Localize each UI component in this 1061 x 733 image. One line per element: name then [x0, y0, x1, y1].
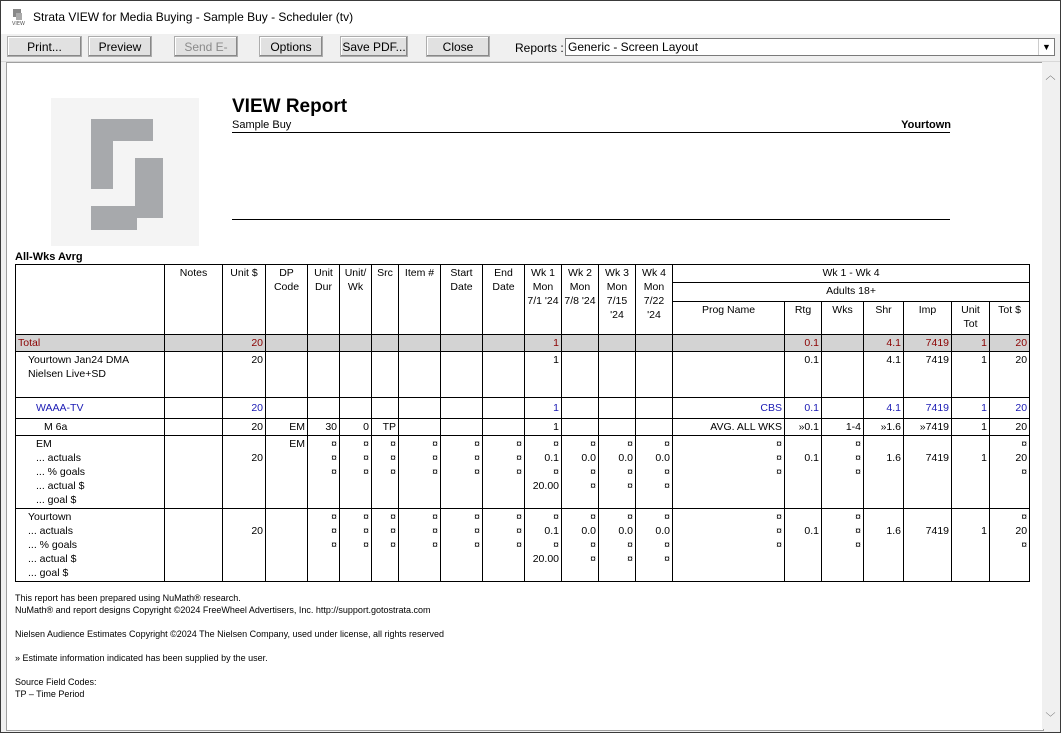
- reports-select[interactable]: [565, 38, 1055, 56]
- yourtown-block-row: [16, 509, 1030, 582]
- total-imp: 7419: [904, 335, 952, 352]
- station-unit-tot: 1: [952, 398, 990, 419]
- footer-line: This report has been prepared using NuMath® research.: [15, 593, 241, 603]
- total-shr: 4.1: [864, 335, 904, 352]
- save-pdf-button[interactable]: Save PDF...: [340, 36, 408, 57]
- scroll-down-icon[interactable]: ﹀: [1045, 713, 1056, 724]
- station-wk1: 1: [525, 398, 562, 419]
- station-row: [16, 398, 1030, 419]
- header-shr: Shr: [864, 301, 904, 334]
- scroll-up-icon[interactable]: ︿: [1045, 71, 1056, 82]
- header-wk2: Wk 2 Mon 7/8 '24: [562, 265, 599, 335]
- header-wks: Wks: [822, 301, 864, 334]
- header-week-range: Wk 1 - Wk 4: [673, 265, 1030, 283]
- footer-line: TP – Time Period: [15, 689, 85, 699]
- line-tot-cost: 20: [990, 419, 1030, 436]
- em-wk4: ¤ 0.0 ¤ ¤: [636, 436, 673, 509]
- line-row: [16, 419, 1030, 436]
- em-shr: 1.6: [864, 436, 904, 509]
- line-unit-tot: 1: [952, 419, 990, 436]
- station-shr: 4.1: [864, 398, 904, 419]
- yt-unit-cost: 20: [223, 509, 266, 582]
- preview-button[interactable]: Preview: [88, 36, 152, 57]
- header-demo: Adults 18+: [673, 283, 1030, 301]
- total-row: [16, 335, 1030, 352]
- em-wk2: ¤ 0.0 ¤ ¤: [562, 436, 599, 509]
- yt-item-marks: ¤ ¤ ¤: [399, 509, 441, 582]
- line-wks: 1-4: [822, 419, 864, 436]
- header-imp: Imp: [904, 301, 952, 334]
- report-view: [6, 62, 1044, 731]
- yt-wk3: ¤ 0.0 ¤ ¤: [599, 509, 636, 582]
- divider: [232, 219, 950, 220]
- em-end-marks: ¤ ¤ ¤: [483, 436, 525, 509]
- header-item: Item #: [399, 265, 441, 335]
- reports-select-value: Generic - Screen Layout: [568, 40, 699, 54]
- yt-rtg: 0.1: [785, 509, 822, 582]
- market-tot-cost: 20: [990, 352, 1030, 398]
- em-prog-marks: ¤ ¤ ¤: [673, 436, 785, 509]
- yt-prog-marks: ¤ ¤ ¤: [673, 509, 785, 582]
- line-label[interactable]: M 6a: [16, 419, 165, 436]
- market-wk1: 1: [525, 352, 562, 398]
- close-button[interactable]: Close: [426, 36, 490, 57]
- line-imp: »7419: [904, 419, 952, 436]
- line-dur: 30: [308, 419, 340, 436]
- market-imp: 7419: [904, 352, 952, 398]
- em-wks-marks: ¤ ¤ ¤: [822, 436, 864, 509]
- line-dp: EM: [266, 419, 308, 436]
- yt-start-marks: ¤ ¤ ¤: [441, 509, 483, 582]
- app-icon: [11, 8, 25, 26]
- send-email-button[interactable]: Send E-: [174, 36, 238, 57]
- header-wk3: Wk 3 Mon 7/15 '24: [599, 265, 636, 335]
- reports-label: Reports :: [515, 41, 564, 55]
- yt-shr: 1.6: [864, 509, 904, 582]
- em-tot-cost: ¤ 20 ¤: [990, 436, 1030, 509]
- title-bar: [1, 1, 1060, 34]
- footer-line: NuMath® and report designs Copyright ©2024 FreeWheel Advertisers, Inc. http://support.gotostrata.com: [15, 605, 431, 615]
- header-unit-dur: Unit Dur: [308, 265, 340, 335]
- yt-wks-marks: ¤ ¤ ¤: [822, 509, 864, 582]
- em-start-marks: ¤ ¤ ¤: [441, 436, 483, 509]
- yt-unit-tot: 1: [952, 509, 990, 582]
- header-tot-cost: Tot $: [990, 301, 1030, 334]
- market-unit-cost: 20: [223, 352, 266, 398]
- em-wk3: ¤ 0.0 ¤ ¤: [599, 436, 636, 509]
- window-title: Strata VIEW for Media Buying - Sample Buy - Scheduler (tv): [33, 10, 354, 24]
- em-imp: 7419: [904, 436, 952, 509]
- market-label: Yourtown Jan24 DMA Nielsen Live+SD: [16, 352, 165, 398]
- em-unit-tot: 1: [952, 436, 990, 509]
- section-label: All-Wks Avrg: [15, 251, 83, 263]
- line-src: TP: [372, 419, 399, 436]
- em-rtg: 0.1: [785, 436, 822, 509]
- header-unit-tot: Unit Tot: [952, 301, 990, 334]
- report-market: Yourtown: [901, 119, 951, 131]
- station-rtg: 0.1: [785, 398, 822, 419]
- header-unit-cost: Unit $: [223, 265, 266, 335]
- station-tot-cost: 20: [990, 398, 1030, 419]
- market-row: [16, 352, 1030, 398]
- total-unit-cost: 20: [223, 335, 266, 352]
- header-blank: [16, 265, 165, 335]
- yt-wk1: ¤ 0.1 ¤ 20.00: [525, 509, 562, 582]
- yt-wk4: ¤ 0.0 ¤ ¤: [636, 509, 673, 582]
- header-end-date: End Date: [483, 265, 525, 335]
- header-row: [16, 265, 1030, 283]
- total-rtg: 0.1: [785, 335, 822, 352]
- divider: [232, 132, 950, 133]
- market-rtg: 0.1: [785, 352, 822, 398]
- report-table: [15, 264, 1030, 582]
- header-prog-name: Prog Name: [673, 301, 785, 334]
- yt-src-marks: ¤ ¤ ¤: [372, 509, 399, 582]
- strata-logo: [51, 98, 199, 246]
- footer-line: » Estimate information indicated has been supplied by the user.: [15, 653, 268, 663]
- yt-wk2: ¤ 0.0 ¤ ¤: [562, 509, 599, 582]
- station-prog: CBS: [673, 398, 785, 419]
- em-unitwk-marks: ¤ ¤ ¤: [340, 436, 372, 509]
- em-block-row: [16, 436, 1030, 509]
- toolbar: [1, 34, 1060, 62]
- total-unit-tot: 1: [952, 335, 990, 352]
- report-subtitle: Sample Buy: [232, 119, 292, 131]
- line-prog: AVG. ALL WKS: [673, 419, 785, 436]
- header-rtg: Rtg: [785, 301, 822, 334]
- header-start-date: Start Date: [441, 265, 483, 335]
- station-imp: 7419: [904, 398, 952, 419]
- yt-labels: Yourtown ... actuals ... % goals ... actual $ ... goal $: [16, 509, 165, 582]
- header-src: Src: [372, 265, 399, 335]
- options-button[interactable]: Options: [259, 36, 323, 57]
- em-item-marks: ¤ ¤ ¤: [399, 436, 441, 509]
- line-wk1: 1: [525, 419, 562, 436]
- svg-text:VIEW: VIEW: [12, 21, 25, 26]
- em-src-marks: ¤ ¤ ¤: [372, 436, 399, 509]
- report-title: VIEW Report: [232, 96, 348, 117]
- market-unit-tot: 1: [952, 352, 990, 398]
- line-unit-wk: 0: [340, 419, 372, 436]
- footer-line: Source Field Codes:: [15, 677, 97, 687]
- em-dp: EM: [266, 436, 308, 509]
- chevron-down-icon[interactable]: ▼: [1038, 39, 1054, 55]
- line-rtg: »0.1: [785, 419, 822, 436]
- footer-line: Nielsen Audience Estimates Copyright ©2024 The Nielsen Company, used under license, all rights reserved: [15, 629, 445, 639]
- yt-dur-marks: ¤ ¤ ¤: [308, 509, 340, 582]
- header-wk4: Wk 4 Mon 7/22 '24: [636, 265, 673, 335]
- header-wk1: Wk 1 Mon 7/1 '24: [525, 265, 562, 335]
- total-label: Total: [16, 335, 165, 352]
- header-dp-code: DP Code: [266, 265, 308, 335]
- yt-tot-cost: ¤ 20 ¤: [990, 509, 1030, 582]
- total-wk1: 1: [525, 335, 562, 352]
- em-unit-cost: 20: [223, 436, 266, 509]
- station-unit-cost: 20: [223, 398, 266, 419]
- header-notes: Notes: [165, 265, 223, 335]
- market-shr: 4.1: [864, 352, 904, 398]
- yt-imp: 7419: [904, 509, 952, 582]
- line-shr: »1.6: [864, 419, 904, 436]
- print-button[interactable]: Print...: [7, 36, 82, 57]
- em-wk1: ¤ 0.1 ¤ 20.00: [525, 436, 562, 509]
- line-unit-cost: 20: [223, 419, 266, 436]
- total-tot-cost: 20: [990, 335, 1030, 352]
- station-label[interactable]: WAAA-TV: [16, 398, 165, 419]
- header-unit-wk: Unit/ Wk: [340, 265, 372, 335]
- vertical-scrollbar[interactable]: [1042, 62, 1059, 729]
- yt-end-marks: ¤ ¤ ¤: [483, 509, 525, 582]
- yt-unitwk-marks: ¤ ¤ ¤: [340, 509, 372, 582]
- em-labels: EM ... actuals ... % goals ... actual $ ... goal $: [16, 436, 165, 509]
- em-dur-marks: ¤ ¤ ¤: [308, 436, 340, 509]
